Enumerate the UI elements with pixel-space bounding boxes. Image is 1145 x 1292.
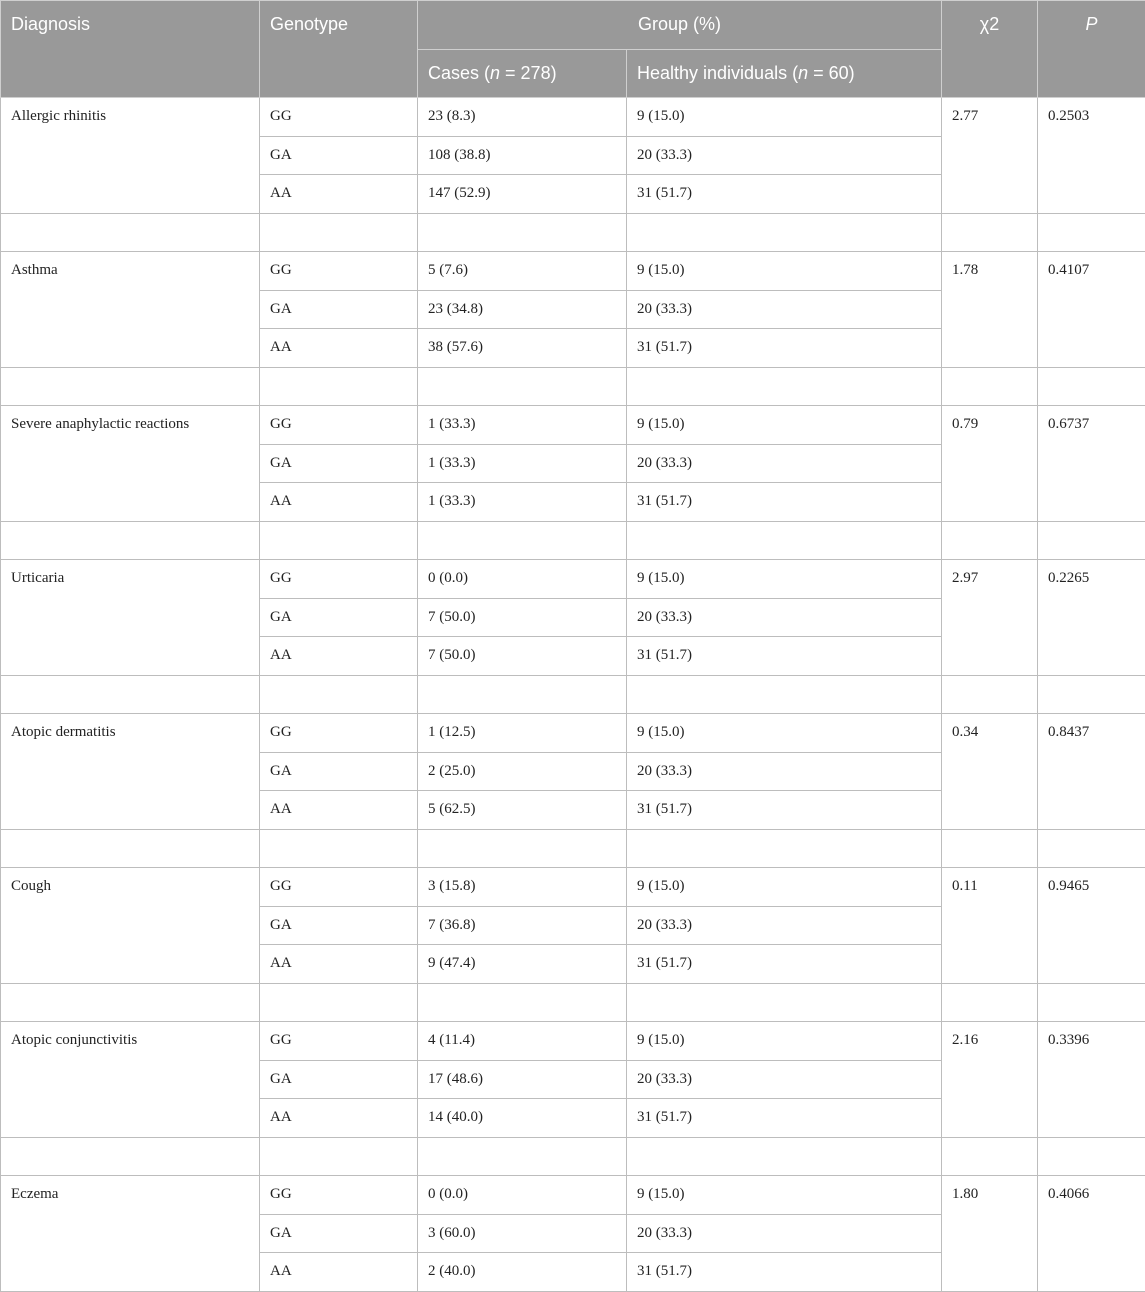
genotype-cell: AA (260, 483, 418, 522)
empty-cell (1038, 983, 1145, 1022)
table-row (1, 868, 1145, 907)
empty-cell (942, 367, 1038, 406)
healthy-header-suffix: = 60) (808, 63, 855, 83)
empty-cell (418, 675, 627, 714)
spacer-row (1, 983, 1145, 1022)
chi2-cell: 2.77 (942, 98, 1038, 214)
healthy-cell: 9 (15.0) (627, 1176, 942, 1215)
healthy-cell: 9 (15.0) (627, 868, 942, 907)
healthy-cell: 31 (51.7) (627, 329, 942, 368)
empty-cell (942, 829, 1038, 868)
genotype-cell: GA (260, 1060, 418, 1099)
chi2-header: χ2 (942, 1, 1038, 98)
empty-cell (1, 367, 260, 406)
healthy-cell: 31 (51.7) (627, 175, 942, 214)
spacer-row (1, 367, 1145, 406)
empty-cell (942, 213, 1038, 252)
empty-cell (627, 983, 942, 1022)
genotype-cell: AA (260, 945, 418, 984)
empty-cell (627, 367, 942, 406)
empty-cell (1038, 1137, 1145, 1176)
healthy-cell: 9 (15.0) (627, 252, 942, 291)
genotype-header: Genotype (260, 1, 418, 98)
cases-cell: 4 (11.4) (418, 1022, 627, 1061)
healthy-cell: 20 (33.3) (627, 136, 942, 175)
cases-cell: 14 (40.0) (418, 1099, 627, 1138)
chi2-cell: 1.80 (942, 1176, 1038, 1292)
empty-cell (260, 983, 418, 1022)
diagnosis-cell: Allergic rhinitis (1, 98, 260, 214)
table-body (1, 98, 1145, 1292)
cases-cell: 1 (33.3) (418, 483, 627, 522)
healthy-cell: 31 (51.7) (627, 483, 942, 522)
table-header (1, 1, 1145, 98)
cases-cell: 7 (50.0) (418, 598, 627, 637)
empty-cell (1, 829, 260, 868)
healthy-cell: 31 (51.7) (627, 945, 942, 984)
genotype-cell: GA (260, 752, 418, 791)
empty-cell (942, 983, 1038, 1022)
healthy-header (627, 50, 942, 98)
genotype-cell: GG (260, 1022, 418, 1061)
healthy-cell: 20 (33.3) (627, 906, 942, 945)
healthy-cell: 31 (51.7) (627, 1099, 942, 1138)
table-row (1, 252, 1145, 291)
chi2-cell: 1.78 (942, 252, 1038, 368)
diagnosis-cell: Urticaria (1, 560, 260, 676)
empty-cell (1, 983, 260, 1022)
cases-cell: 38 (57.6) (418, 329, 627, 368)
cases-cell: 7 (36.8) (418, 906, 627, 945)
spacer-row (1, 213, 1145, 252)
empty-cell (1, 521, 260, 560)
diagnosis-header: Diagnosis (1, 1, 260, 98)
empty-cell (627, 213, 942, 252)
p-value-cell: 0.4066 (1038, 1176, 1145, 1292)
healthy-cell: 20 (33.3) (627, 1214, 942, 1253)
healthy-cell: 9 (15.0) (627, 1022, 942, 1061)
cases-cell: 5 (62.5) (418, 791, 627, 830)
genotype-cell: AA (260, 637, 418, 676)
diagnosis-cell: Severe anaphylactic reactions (1, 406, 260, 522)
p-value-cell: 0.9465 (1038, 868, 1145, 984)
chi2-cell: 2.16 (942, 1022, 1038, 1138)
diagnosis-cell: Asthma (1, 252, 260, 368)
spacer-row (1, 521, 1145, 560)
healthy-cell: 9 (15.0) (627, 560, 942, 599)
empty-cell (942, 675, 1038, 714)
empty-cell (627, 675, 942, 714)
cases-cell: 3 (60.0) (418, 1214, 627, 1253)
table-row (1, 406, 1145, 445)
genotype-cell: GG (260, 868, 418, 907)
cases-cell: 23 (34.8) (418, 290, 627, 329)
empty-cell (418, 983, 627, 1022)
chi2-cell: 0.79 (942, 406, 1038, 522)
empty-cell (1038, 521, 1145, 560)
diagnosis-cell: Cough (1, 868, 260, 984)
spacer-row (1, 829, 1145, 868)
table-row (1, 1022, 1145, 1061)
table-row (1, 560, 1145, 599)
cases-cell: 7 (50.0) (418, 637, 627, 676)
healthy-cell: 9 (15.0) (627, 406, 942, 445)
cases-cell: 0 (0.0) (418, 1176, 627, 1215)
p-value-cell: 0.2503 (1038, 98, 1145, 214)
cases-cell: 1 (12.5) (418, 714, 627, 753)
spacer-row (1, 675, 1145, 714)
cases-cell: 17 (48.6) (418, 1060, 627, 1099)
empty-cell (1038, 675, 1145, 714)
genotype-cell: AA (260, 175, 418, 214)
healthy-cell: 20 (33.3) (627, 290, 942, 329)
empty-cell (1038, 213, 1145, 252)
genotype-cell: AA (260, 791, 418, 830)
empty-cell (1, 675, 260, 714)
empty-cell (418, 213, 627, 252)
cases-cell: 1 (33.3) (418, 406, 627, 445)
genotype-cell: GA (260, 598, 418, 637)
cases-cell: 3 (15.8) (418, 868, 627, 907)
cases-cell: 0 (0.0) (418, 560, 627, 599)
empty-cell (627, 521, 942, 560)
empty-cell (418, 521, 627, 560)
empty-cell (627, 1137, 942, 1176)
empty-cell (418, 367, 627, 406)
p-value-cell: 0.6737 (1038, 406, 1145, 522)
healthy-cell: 9 (15.0) (627, 714, 942, 753)
genotype-cell: GA (260, 290, 418, 329)
healthy-cell: 31 (51.7) (627, 637, 942, 676)
genotype-cell: GA (260, 136, 418, 175)
diagnosis-cell: Atopic dermatitis (1, 714, 260, 830)
chi2-cell: 0.11 (942, 868, 1038, 984)
empty-cell (1038, 367, 1145, 406)
chi2-cell: 0.34 (942, 714, 1038, 830)
empty-cell (1038, 829, 1145, 868)
cases-cell: 108 (38.8) (418, 136, 627, 175)
empty-cell (1, 1137, 260, 1176)
empty-cell (260, 521, 418, 560)
diagnosis-cell: Eczema (1, 1176, 260, 1292)
empty-cell (1, 213, 260, 252)
healthy-cell: 20 (33.3) (627, 444, 942, 483)
empty-cell (942, 521, 1038, 560)
chi2-cell: 2.97 (942, 560, 1038, 676)
cases-cell: 1 (33.3) (418, 444, 627, 483)
healthy-cell: 31 (51.7) (627, 1253, 942, 1292)
table-row (1, 1176, 1145, 1215)
p-value-cell: 0.3396 (1038, 1022, 1145, 1138)
genotype-cell: AA (260, 1099, 418, 1138)
p-value-cell: 0.8437 (1038, 714, 1145, 830)
empty-cell (260, 1137, 418, 1176)
empty-cell (260, 367, 418, 406)
empty-cell (260, 675, 418, 714)
group-header: Group (%) (418, 1, 942, 50)
cases-cell: 147 (52.9) (418, 175, 627, 214)
healthy-cell: 20 (33.3) (627, 1060, 942, 1099)
genotype-cell: GG (260, 406, 418, 445)
healthy-cell: 9 (15.0) (627, 98, 942, 137)
genotype-cell: GG (260, 714, 418, 753)
genotype-cell: AA (260, 1253, 418, 1292)
genotype-cell: GA (260, 906, 418, 945)
empty-cell (418, 1137, 627, 1176)
table-row (1, 98, 1145, 137)
p-value-header: P (1038, 1, 1145, 98)
genotype-cell: GA (260, 444, 418, 483)
cases-header (418, 50, 627, 98)
empty-cell (418, 829, 627, 868)
healthy-cell: 20 (33.3) (627, 752, 942, 791)
genotype-cell: GA (260, 1214, 418, 1253)
cases-cell: 5 (7.6) (418, 252, 627, 291)
header-row-1 (1, 1, 1145, 50)
cases-header-n: n (490, 63, 500, 83)
p-value-cell: 0.2265 (1038, 560, 1145, 676)
cases-cell: 9 (47.4) (418, 945, 627, 984)
table-row (1, 714, 1145, 753)
cases-cell: 2 (40.0) (418, 1253, 627, 1292)
cases-cell: 23 (8.3) (418, 98, 627, 137)
cases-header-suffix: = 278) (500, 63, 557, 83)
healthy-header-n: n (798, 63, 808, 83)
healthy-header-prefix: Healthy individuals ( (637, 63, 798, 83)
genotype-cell: GG (260, 98, 418, 137)
healthy-cell: 31 (51.7) (627, 791, 942, 830)
p-value-cell: 0.4107 (1038, 252, 1145, 368)
empty-cell (627, 829, 942, 868)
healthy-cell: 20 (33.3) (627, 598, 942, 637)
genotype-cell: AA (260, 329, 418, 368)
cases-cell: 2 (25.0) (418, 752, 627, 791)
diagnosis-cell: Atopic conjunctivitis (1, 1022, 260, 1138)
genotype-cell: GG (260, 252, 418, 291)
empty-cell (260, 829, 418, 868)
empty-cell (260, 213, 418, 252)
genotype-cell: GG (260, 560, 418, 599)
genotype-cell: GG (260, 1176, 418, 1215)
empty-cell (942, 1137, 1038, 1176)
cases-header-prefix: Cases ( (428, 63, 490, 83)
spacer-row (1, 1137, 1145, 1176)
